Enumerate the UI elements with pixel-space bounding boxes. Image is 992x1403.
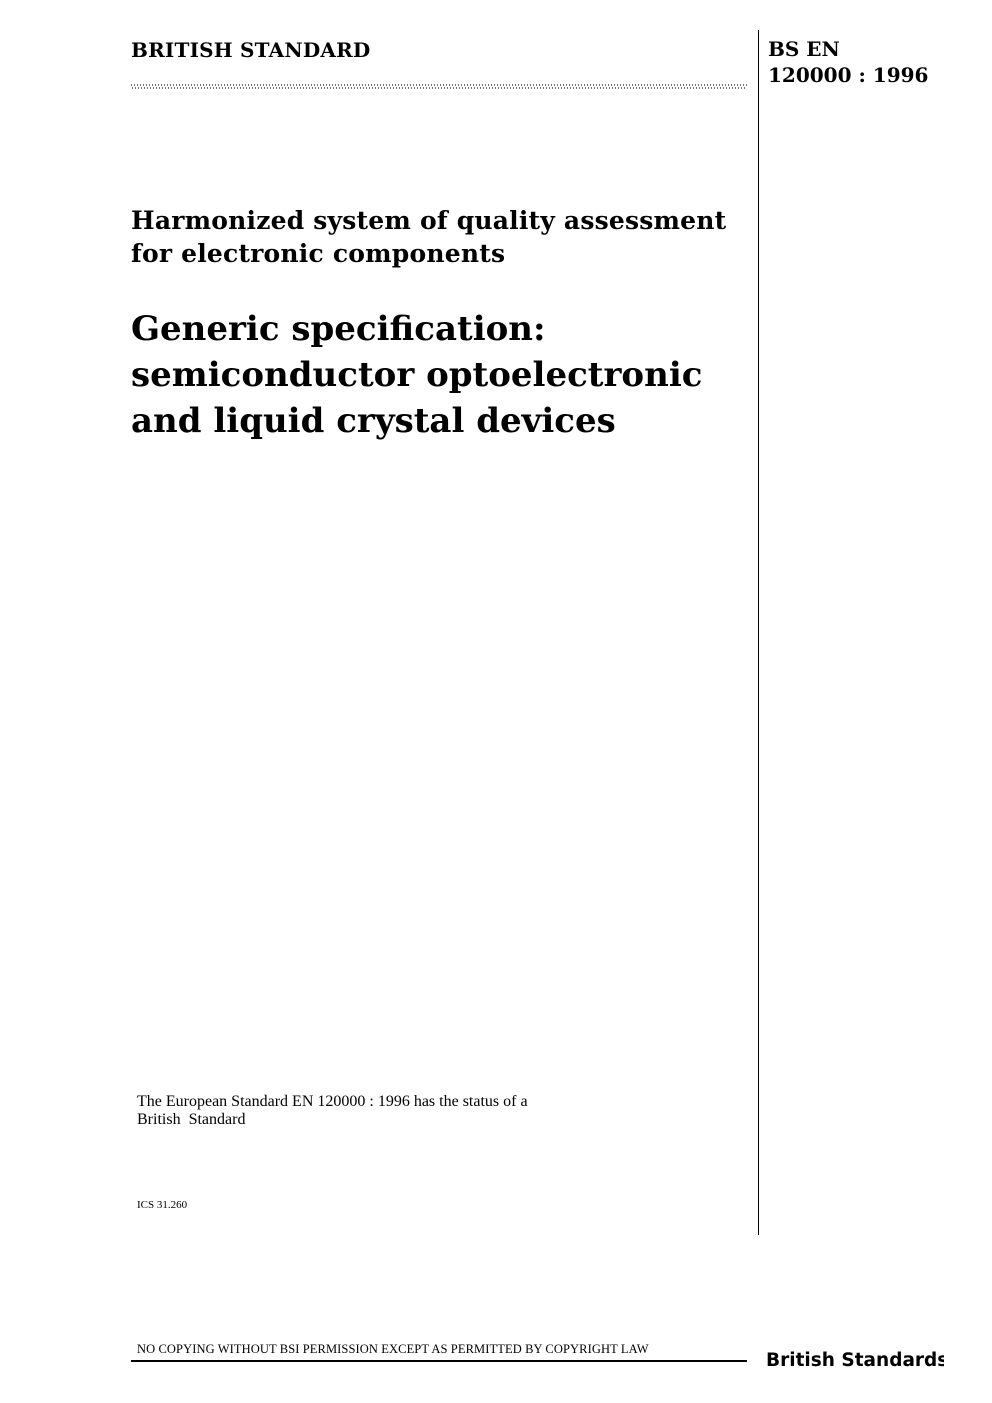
vertical-divider — [758, 30, 759, 1235]
subtitle-line2: for electronic components — [131, 239, 506, 268]
standard-code-line2: 120000 : 1996 — [768, 63, 929, 87]
bsi-logo — [764, 1262, 944, 1372]
document-title — [131, 306, 751, 444]
footer-rule — [131, 1360, 747, 1362]
document-type-label: BRITISH STANDARD — [131, 38, 371, 62]
status-note — [137, 1093, 597, 1129]
document-subtitle — [131, 204, 751, 270]
standard-code-line1: BS EN — [768, 37, 840, 61]
header-dotted-rule — [131, 84, 747, 89]
ics-code: ICS 31.260 — [137, 1199, 188, 1211]
status-note-line2: British Standard — [137, 1111, 246, 1128]
bsi-logo-mark-icon — [764, 1262, 944, 1372]
title-line1: Generic specification: — [131, 309, 546, 349]
copyright-notice: NO COPYING WITHOUT BSI PERMISSION EXCEPT AS PERMITTED BY COPYRIGHT LAW — [137, 1342, 649, 1356]
subtitle-line1: Harmonized system of quality assessment — [131, 206, 727, 235]
standard-code — [768, 36, 928, 88]
title-line3: and liquid crystal devices — [131, 401, 616, 441]
status-note-line1: The European Standard EN 120000 : 1996 has the status of a — [137, 1093, 528, 1110]
bsi-logo-caption: British Standards — [766, 1350, 944, 1371]
title-line2: semiconductor optoelectronic — [131, 355, 703, 395]
